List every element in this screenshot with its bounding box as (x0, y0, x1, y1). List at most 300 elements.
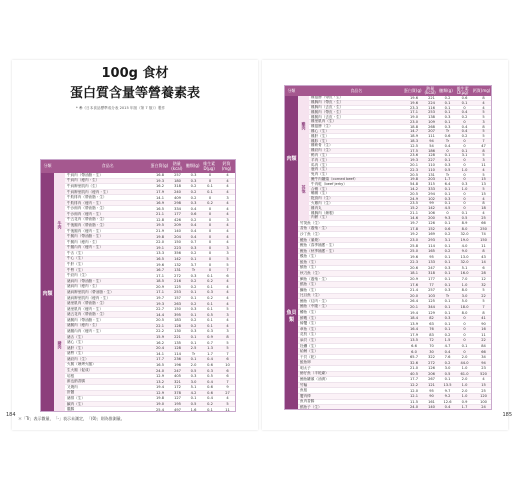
value-cell: 3 (226, 217, 229, 222)
value-cell: 24.0 (155, 368, 164, 373)
value-cell: 47 (481, 143, 486, 148)
value-cell: 114 (174, 351, 181, 356)
header-food-name: 食品名 (101, 163, 114, 169)
value-cell: 5 (482, 134, 485, 139)
value-cell: 90 (429, 394, 434, 399)
value-cell: 4.5 (444, 206, 451, 211)
value-cell: 334 (174, 206, 181, 211)
food-name-cell: 牛心（生） (67, 256, 85, 261)
value-cell: 20.6 (409, 265, 418, 270)
value-cell: 3.1 (444, 238, 451, 243)
value-cell: 0.4 (190, 234, 197, 239)
value-cell: 5 (226, 340, 229, 345)
source-note: * 參《日本食品標準成分表 2015 年版（第 7 版）》製作 (76, 106, 166, 110)
value-cell: 0.1 (444, 254, 451, 259)
value-cell: 1.0 (461, 282, 468, 287)
value-cell: 16.0 (460, 271, 469, 276)
value-cell: 0.3 (444, 265, 451, 270)
value-cell: 0.1 (190, 290, 197, 295)
food-name-cell: 雞胸肉（帶皮・生） (311, 100, 344, 105)
value-cell: 0.5 (190, 368, 197, 373)
value-cell: 0.2 (190, 217, 197, 222)
food-name-cell: 牡蠣（生） (300, 343, 318, 348)
value-cell: 4.0 (461, 243, 468, 248)
value-cell: 5 (226, 262, 229, 267)
food-name-cell: 豬排（生） (67, 395, 85, 400)
value-cell: 2.5 (190, 346, 197, 351)
food-name-cell: 竹筴魚（生） (300, 221, 322, 225)
value-cell: 0.1 (461, 148, 468, 153)
value-cell: 20.1 (409, 304, 418, 309)
value-cell: 66 (481, 221, 486, 226)
value-cell: Tr (445, 293, 450, 298)
value-cell: 257 (428, 288, 435, 293)
value-cell: 6.4 (444, 182, 451, 187)
value-cell: 15 (481, 383, 486, 388)
value-cell: 0.1 (207, 284, 213, 289)
value-cell: 315 (428, 182, 435, 187)
value-cell: 0.5 (207, 312, 213, 317)
value-cell: 5 (482, 299, 485, 304)
value-cell: 0 (208, 206, 212, 211)
value-cell: 14 (481, 260, 486, 265)
value-cell: 0 (446, 148, 449, 153)
value-cell: 8.0 (461, 310, 468, 315)
value-cell: 395 (174, 312, 181, 317)
value-cell: 0 (463, 119, 466, 124)
value-cell: 22 (481, 293, 486, 298)
value-cell: 224 (428, 100, 435, 105)
food-name-cell: 豬腰內肉（瘦肉・生） (67, 328, 103, 333)
value-cell: 405 (174, 374, 181, 379)
food-name-cell: 羊肉（生） (311, 157, 329, 162)
value-cell: 4 (226, 190, 229, 195)
value-cell: 0.7 (207, 340, 213, 345)
value-cell: 15 (481, 191, 486, 196)
value-cell: 0 (463, 349, 466, 354)
value-cell: 0 (208, 268, 212, 273)
food-name-cell: 鮪魚（紅肉・生） (300, 298, 329, 303)
food-name-cell: 牛舌（生） (67, 250, 85, 255)
value-cell: 6 (482, 265, 485, 270)
value-cell: 13.5 (409, 338, 418, 343)
value-cell: 18.4 (409, 316, 418, 321)
food-name-cell: 雞肝（生） (311, 133, 329, 138)
value-cell: 0.4 (444, 349, 451, 354)
value-cell: 3 (226, 195, 229, 200)
value-cell: 0.2 (207, 279, 213, 284)
value-cell: 18.9 (409, 134, 418, 139)
value-cell: 20.9 (155, 284, 164, 289)
value-cell: 9.7 (444, 388, 451, 393)
value-cell: 18.3 (409, 139, 418, 144)
value-cell: 0.3 (207, 329, 213, 334)
value-cell: 0 (463, 143, 466, 148)
value-cell: 7.6 (444, 355, 451, 360)
category-cell-fish: 魚貝類 (285, 221, 298, 410)
value-cell: 0.6 (461, 96, 468, 100)
food-name-cell: 鹿肉（生） (311, 167, 329, 172)
value-cell: 16 (481, 327, 486, 332)
value-cell: 0.5 (461, 215, 468, 220)
table-body-meat (309, 96, 492, 221)
food-name-cell: 雞心（生） (311, 128, 329, 133)
value-cell: 152 (428, 226, 435, 231)
food-name-cell: 雞胸肉（燻製） (311, 210, 337, 215)
value-cell: 0.2 (190, 184, 197, 189)
value-cell: 0.1 (444, 191, 451, 196)
value-cell: 32 (481, 282, 486, 287)
value-cell: 5 (226, 307, 229, 312)
value-cell: 0.2 (190, 284, 197, 289)
value-cell: 0.1 (444, 243, 451, 248)
food-name-cell: 牛腰內肉（瘦肉・生） (67, 245, 103, 250)
value-cell: 5 (482, 129, 485, 134)
value-cell: 9.3 (444, 215, 451, 220)
value-cell: 4 (482, 196, 485, 201)
value-cell: 19.0 (460, 238, 469, 243)
value-cell: 0.1 (444, 377, 451, 382)
value-cell: 0 (208, 256, 212, 261)
value-cell: 4.7 (444, 344, 451, 348)
value-cell: 14.7 (409, 129, 418, 134)
value-cell: 0.1 (444, 260, 451, 265)
header-category: 分類 (43, 163, 52, 169)
value-cell: 0.3 (190, 201, 197, 206)
value-cell: 0 (463, 338, 466, 343)
value-cell: 142 (428, 206, 435, 211)
value-cell: 0.1 (207, 273, 213, 278)
value-cell: 138 (428, 115, 435, 120)
value-cell: 127 (174, 396, 181, 401)
value-cell: 142 (174, 256, 181, 261)
value-cell: 177 (174, 212, 181, 217)
value-cell: 16.5 (155, 206, 164, 211)
value-cell: 17.7 (409, 377, 418, 382)
value-cell: 0.3 (444, 124, 451, 129)
food-name-cell: 鴨肉（生） (311, 152, 329, 157)
value-cell: 0.3 (190, 374, 197, 379)
value-cell: 3 (226, 329, 229, 334)
value-cell: 0 (463, 206, 466, 211)
value-cell: 0.1 (190, 335, 197, 340)
value-cell: 0.1 (207, 184, 213, 189)
food-name-cell: 豬舌（生） (67, 334, 85, 339)
value-cell: 0.3 (190, 245, 197, 250)
food-name-cell: 鱈魚（生） (300, 282, 318, 287)
value-cell: 10 (225, 362, 230, 367)
value-cell: 0 (463, 163, 466, 168)
value-cell: 54 (429, 143, 434, 148)
value-cell: 165 (428, 249, 435, 254)
value-cell: 298 (174, 201, 181, 206)
value-cell: 0.1 (444, 277, 451, 282)
value-cell: 131 (428, 172, 435, 177)
food-name-cell: 牛沙朗肉（瘦肉・生） (67, 211, 103, 216)
value-cell: 0.3 (190, 307, 197, 312)
value-cell: 132 (174, 262, 181, 267)
value-cell: 65.7 (409, 355, 418, 360)
value-cell: 103 (428, 293, 435, 298)
value-cell: 6 (226, 273, 229, 278)
value-cell: 17.1 (409, 110, 418, 115)
value-cell: 3 (226, 312, 229, 317)
value-cell: 130 (174, 329, 181, 334)
value-cell: 19.2 (409, 232, 418, 237)
value-cell: 0.3 (190, 273, 197, 278)
value-cell: 0.1 (461, 211, 468, 216)
header-carbs: 醣類(g) (185, 163, 200, 169)
value-cell: 7 (482, 139, 485, 144)
food-name-cell: 鮭魚卵 (300, 360, 311, 365)
value-cell: 106 (428, 211, 435, 216)
value-cell: 8 (482, 148, 485, 153)
value-cell: 0.2 (461, 134, 468, 139)
value-cell: 23.0 (409, 119, 418, 124)
header-protein: 蛋白質(g) (403, 87, 422, 93)
value-cell: 0.2 (190, 251, 197, 256)
value-cell: 17.5 (409, 148, 418, 153)
food-name-cell: 鰈魚（生） (300, 254, 318, 259)
value-cell: 0.3 (190, 178, 197, 183)
value-cell: 15.9 (155, 335, 164, 340)
value-cell: 0 (463, 105, 466, 110)
food-name-cell: 鮮蝦（生） (300, 315, 318, 320)
nutrition-table-left (40, 159, 236, 412)
food-name-cell: 扇貝（生） (300, 337, 318, 342)
value-cell: 8.0 (461, 226, 468, 231)
value-cell: 0 (208, 217, 212, 222)
header-calories: 熱量(kcal) (171, 161, 183, 171)
value-cell: 19.4 (155, 385, 164, 390)
value-cell: 253 (428, 110, 435, 115)
table-body-fish (298, 221, 492, 410)
value-cell: 0.1 (444, 327, 451, 332)
value-cell: 16.5 (155, 256, 164, 261)
value-cell: 0.1 (207, 301, 213, 306)
value-cell: 0.1 (444, 105, 451, 110)
food-name-cell: 豬肩肉（帶油脂・生） (67, 278, 103, 283)
header-calcium: 鈣質(mg) (221, 161, 232, 171)
value-cell: 19.7 (155, 296, 164, 300)
value-cell: 150 (174, 240, 181, 245)
value-cell: 253 (174, 290, 181, 295)
header-protein: 蛋白質(g) (150, 163, 169, 169)
food-name-cell: 豬肩肉（瘦肉・生） (67, 284, 100, 289)
value-cell: 18.8 (409, 124, 418, 129)
value-cell: 0.3 (190, 329, 197, 334)
value-cell: 4 (482, 211, 485, 216)
value-cell: 19.1 (155, 245, 164, 250)
food-name-cell: 豬五花肉（帶油脂・生） (67, 312, 107, 317)
value-cell: Tr (191, 351, 196, 356)
value-cell: 120 (480, 394, 487, 399)
value-cell: 26.4 (409, 299, 418, 304)
value-cell: 3.0 (190, 379, 197, 384)
value-cell: 5.0 (461, 299, 468, 304)
value-cell: 3.1 (461, 153, 468, 158)
value-cell: 294 (428, 191, 435, 196)
value-cell: 12.0 (409, 388, 418, 393)
value-cell: 8 (482, 201, 485, 206)
value-cell: 21.1 (155, 212, 164, 217)
page-title-line1: 100g 食材 (101, 66, 169, 81)
value-cell: 247 (174, 368, 181, 373)
value-cell: 250 (480, 226, 487, 231)
value-cell: 172 (174, 385, 181, 390)
value-cell: 272 (174, 273, 181, 278)
value-cell: 25 (481, 388, 486, 393)
value-cell: 17.1 (155, 290, 164, 295)
value-cell: 11 (481, 243, 486, 248)
food-name-cell: 牛肩肉（瘦肉・生） (67, 178, 100, 183)
food-name-cell: 雞胗（生） (311, 138, 329, 143)
value-cell: 0.2 (207, 296, 213, 300)
value-cell: 4 (226, 240, 229, 245)
value-cell: 17.9 (409, 332, 418, 337)
food-name-cell: 牛肝（生） (67, 262, 85, 267)
value-cell: 23.6 (409, 153, 418, 158)
page-number: 185 (502, 412, 512, 418)
value-cell: 0 (463, 327, 466, 332)
value-cell: 129 (428, 310, 435, 315)
value-cell: 0.5 (207, 374, 213, 379)
value-cell: 110 (428, 167, 435, 172)
value-cell: 5 (482, 153, 485, 158)
value-cell: 24 (481, 405, 486, 410)
value-cell: 9 (226, 385, 229, 390)
value-cell: 0.2 (190, 318, 197, 323)
value-cell: 19.8 (155, 234, 164, 239)
value-cell: 0.1 (207, 318, 213, 323)
food-name-cell: 合鴨（生） (311, 186, 329, 191)
footnote: ＊「Tr」表示微量，「-」表示未測定，「(0)」則為推測量。 (18, 416, 125, 421)
value-cell: 0.1 (190, 312, 197, 317)
header-carbs: 醣類(g) (439, 87, 453, 93)
value-cell: 72 (429, 338, 434, 343)
food-name-cell: 鯖魚（生） (300, 265, 318, 270)
value-cell: 5 (482, 172, 485, 177)
value-cell: 0 (208, 262, 212, 267)
page-title-line2: 蛋白質含量等營養素表 (69, 86, 200, 101)
value-cell: 150 (480, 238, 487, 243)
value-cell: 1.6 (190, 407, 197, 412)
value-cell: 0.1 (461, 344, 468, 348)
value-cell: 0.1 (207, 323, 213, 328)
value-cell: 0.4 (461, 124, 468, 129)
value-cell: 18.0 (460, 304, 469, 309)
food-name-cell: 牛肉乾（beef jerky） (311, 181, 347, 186)
value-cell: 24.9 (409, 196, 418, 201)
food-name-cell: 沙丁魚（生） (300, 231, 322, 236)
value-cell: 70 (429, 344, 434, 348)
food-name-cell: 火腿（燻烤火腿） (67, 362, 96, 367)
value-cell: 74 (481, 232, 486, 237)
value-cell: 19.3 (155, 178, 164, 183)
value-cell: 0.1 (207, 407, 213, 412)
value-cell: 21.4 (409, 288, 418, 293)
value-cell: 28 (481, 271, 486, 276)
value-cell: 13.0 (460, 254, 469, 259)
value-cell: 40.5 (409, 371, 418, 376)
value-cell: 12.6 (443, 399, 452, 404)
food-name-cell: 培根 (67, 373, 75, 378)
value-cell: 22.0 (155, 240, 164, 245)
value-cell: 22.7 (155, 307, 164, 312)
value-cell: 14.4 (155, 312, 164, 317)
table-row (298, 405, 492, 410)
value-cell: 13.9 (409, 321, 418, 326)
value-cell: 4 (226, 212, 229, 217)
value-cell: 19.6 (409, 96, 418, 100)
value-cell: 0.2 (444, 332, 451, 337)
value-cell: 133 (428, 260, 435, 265)
value-cell: 13.2 (155, 379, 164, 384)
value-cell: 0 (208, 240, 212, 245)
value-cell: 14.1 (155, 351, 164, 356)
value-cell: 7 (226, 379, 229, 384)
value-cell: 11 (481, 163, 486, 168)
value-cell: 268 (428, 124, 435, 129)
nutrition-table-right (284, 85, 492, 410)
value-cell: 4 (226, 301, 229, 306)
food-name-cell: 牛腿肉（帶油脂・生） (67, 234, 103, 239)
value-cell: 6 (226, 368, 229, 373)
food-name-cell: 維也納香腸 (67, 379, 85, 384)
value-cell: 0 (463, 191, 466, 196)
food-name-cell: 馬肉（生） (311, 162, 329, 167)
value-cell: 94 (429, 139, 434, 144)
value-cell: 0.2 (444, 232, 451, 237)
value-cell: 11 (481, 332, 486, 337)
value-cell: 18.5 (155, 279, 164, 284)
value-cell: 0 (208, 212, 212, 217)
food-name-cell: 牛後腿肉（帶油脂・生） (67, 223, 107, 227)
food-name-cell: 豬里肌肉（瘦肉・生） (67, 306, 103, 311)
food-name-cell: 豬肩胛里肌肉（帶油脂・生） (67, 289, 114, 294)
value-cell: 125 (428, 299, 435, 304)
value-cell: 4 (226, 201, 229, 206)
value-cell: 0.3 (461, 182, 468, 187)
value-cell: 177 (428, 277, 435, 282)
value-cell: 5 (482, 115, 485, 120)
value-cell: 0.1 (190, 396, 197, 401)
value-cell: 23.0 (409, 238, 418, 243)
value-cell: 227 (428, 158, 435, 163)
value-cell: 1.7 (207, 351, 213, 356)
value-cell: 0.1 (444, 119, 451, 124)
value-cell: Tr (445, 129, 450, 134)
value-cell: 0.6 (207, 390, 213, 395)
value-cell: 95 (429, 254, 434, 259)
value-cell: 0 (463, 139, 466, 144)
value-cell: 0.5 (444, 167, 451, 172)
subcategory-chicken: 雞肉 (298, 96, 309, 156)
value-cell: 25.0 (409, 249, 418, 254)
value-cell: 267 (428, 377, 435, 382)
value-cell: 0.1 (190, 357, 197, 362)
value-cell: 5 (226, 346, 229, 351)
value-cell: 318 (428, 271, 435, 276)
value-cell: 6.0 (411, 349, 417, 354)
value-cell: 0 (208, 223, 212, 228)
value-cell: 22 (481, 338, 486, 343)
value-cell: 94 (481, 360, 486, 365)
value-cell: 157 (174, 296, 181, 300)
food-name-cell: 雞胸肉（去皮・生） (311, 105, 344, 109)
food-name-cell: 牛肩胛里肌肉（瘦肉・生） (67, 189, 111, 194)
subcategory-beef: 牛肉 (54, 173, 65, 277)
